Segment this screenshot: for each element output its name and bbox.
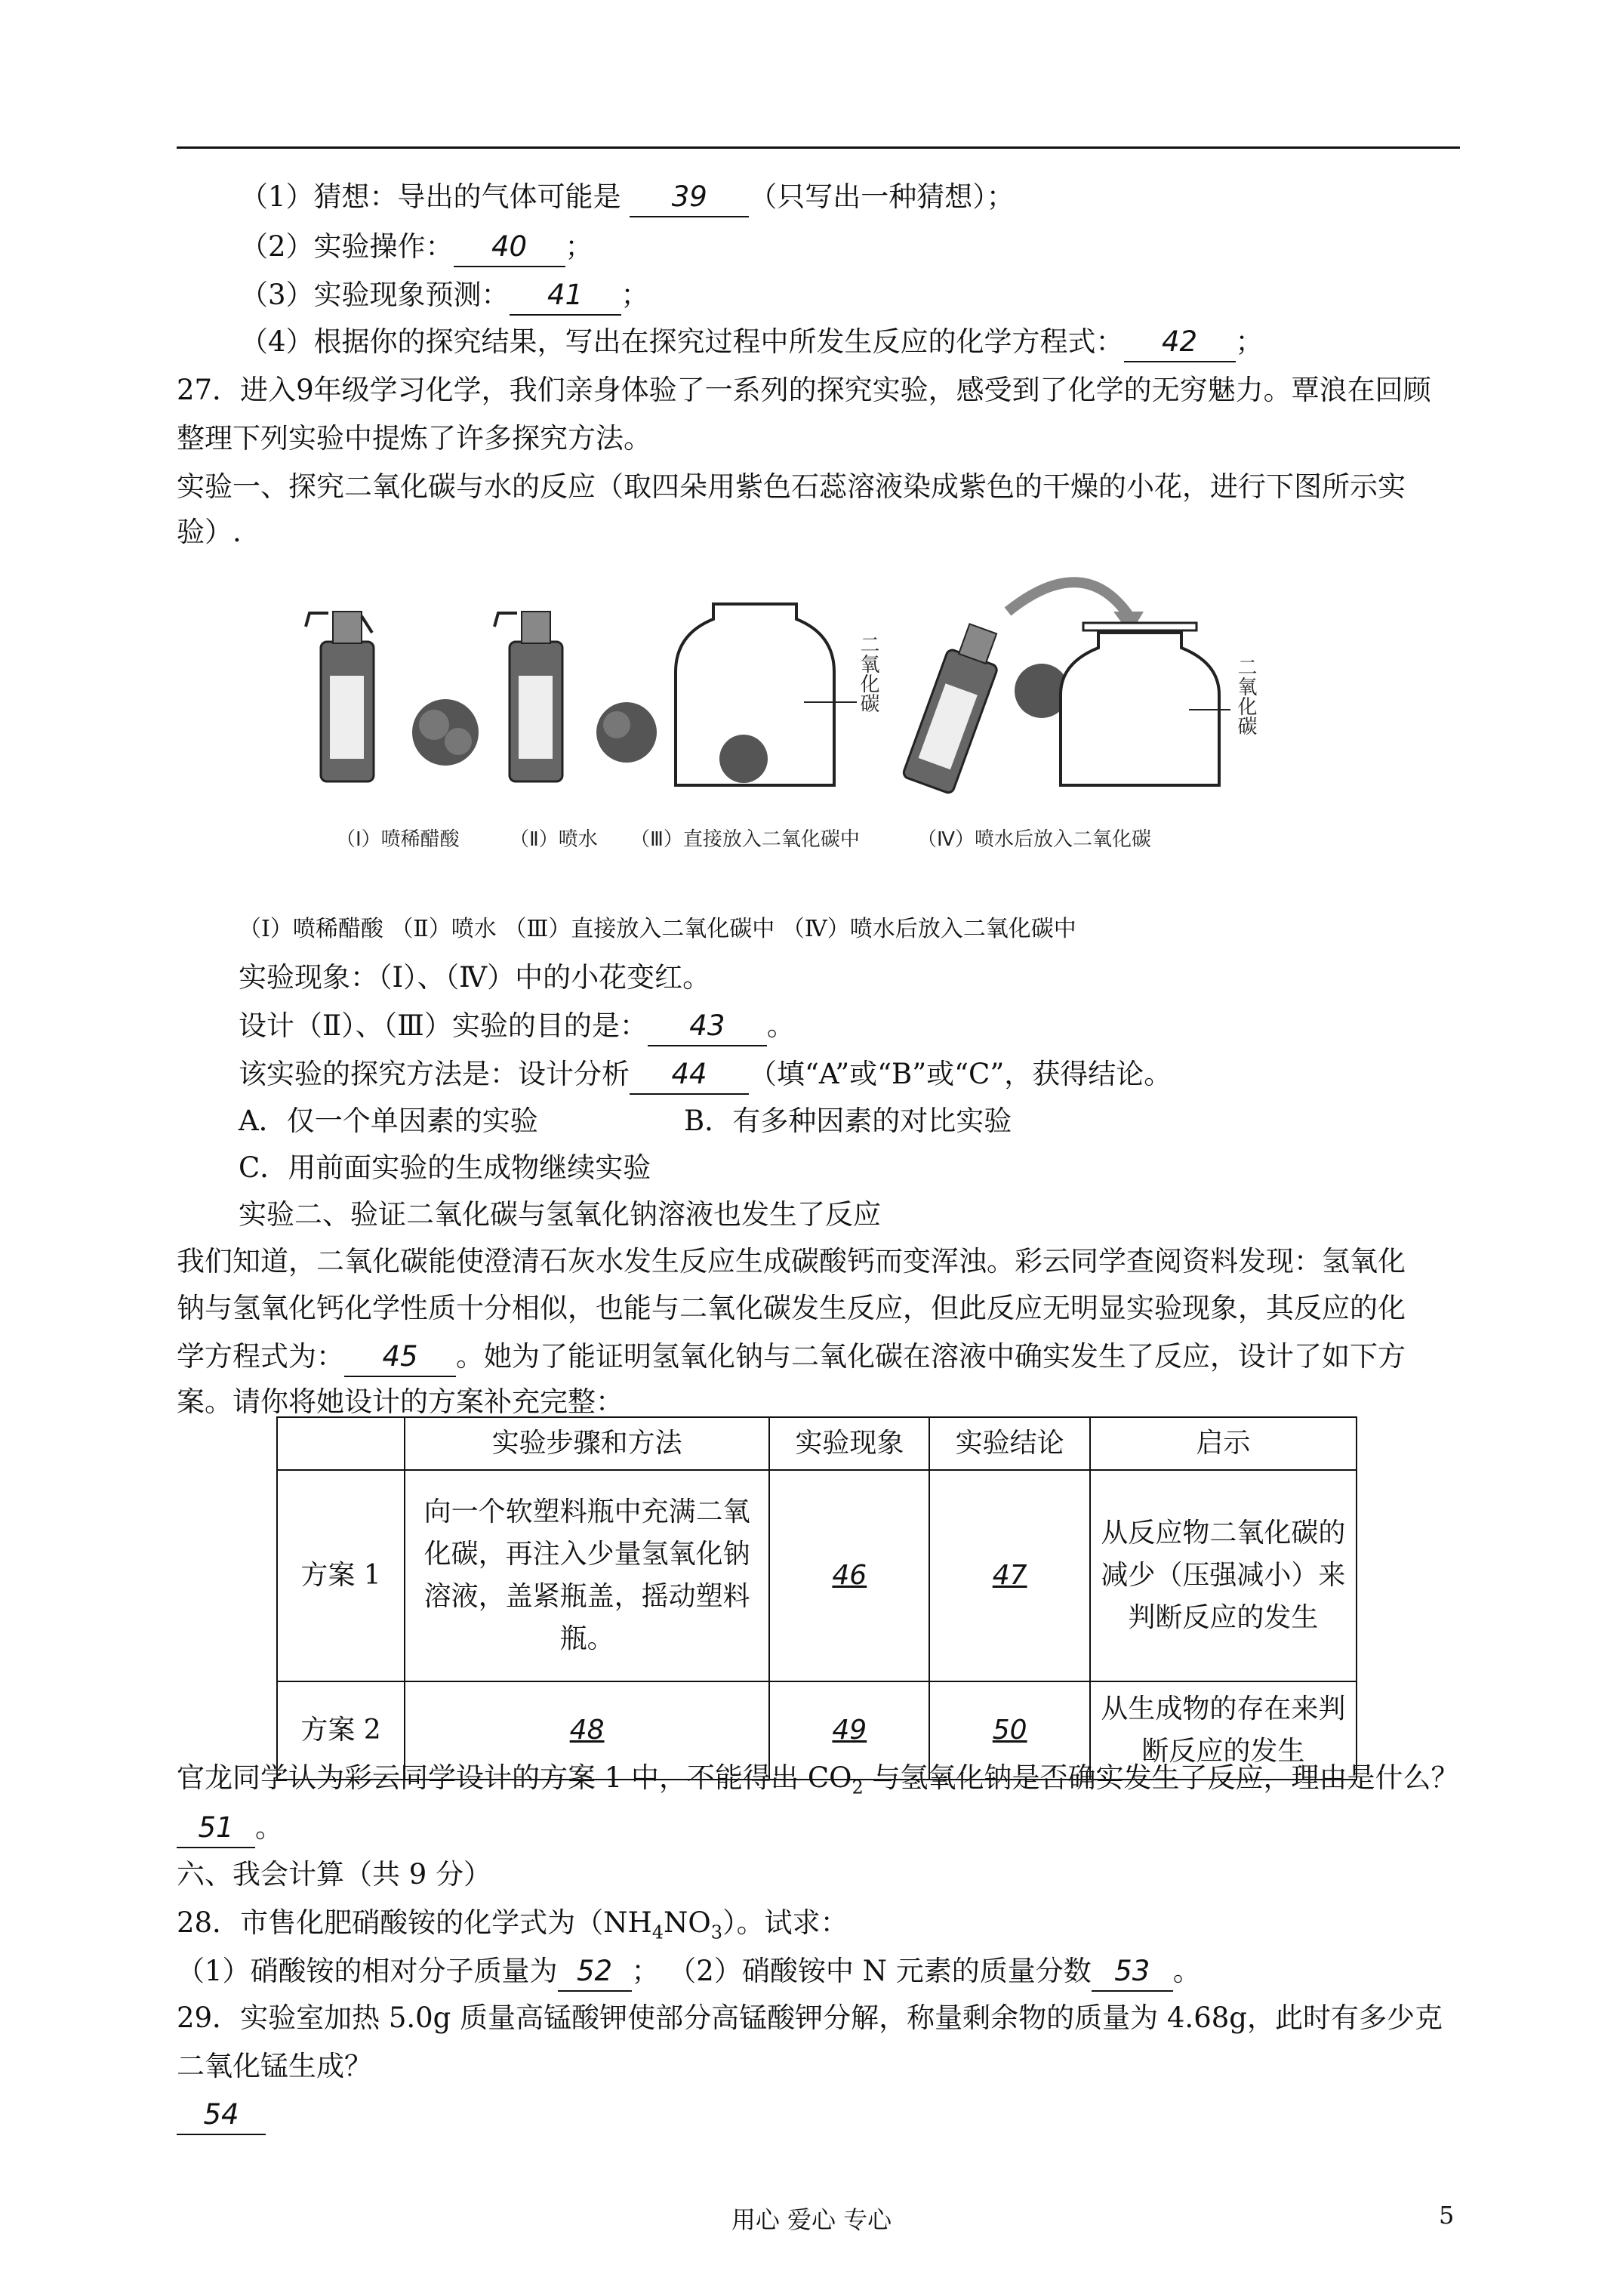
blank-50[interactable]: 50 [929,1681,1089,1780]
table-header: 实验现象 [769,1417,929,1470]
blank-45[interactable]: 45 [344,1338,456,1377]
blank-47[interactable]: 47 [929,1470,1089,1681]
spray-bottle-1-icon [306,612,374,781]
q29-line-1: 29．实验室加热 5.0g 质量高锰酸钾使部分高锰酸钾分解，称量剩余物的质量为 4.68g，此时有多少克 [177,2002,1443,2034]
exp1-method: 该实验的探究方法是：设计分析 44 （填“A”或“B”或“C”，获得结论。 [239,1056,1172,1095]
q27-intro-line-2: 整理下列实验中提炼了许多探究方法。 [177,422,651,455]
blank-51[interactable]: 51 [177,1809,255,1848]
co2-label-2: 二氧化碳 [1234,657,1257,735]
co2-jar-1-icon [676,604,879,785]
fig-label-iv: （Ⅳ）喷水后放入二氧化碳 [917,828,1151,851]
blank-43[interactable]: 43 [648,1007,767,1046]
table-header: 实验步骤和方法 [405,1417,769,1470]
option-a: A．仅一个单因素的实验 [239,1105,538,1137]
hint-cell: 从反应物二氧化碳的减少（压强减小）来判断反应的发生 [1090,1470,1357,1681]
header-rule [177,146,1460,149]
steps-cell: 向一个软塑料瓶中充满二氧化碳，再注入少量氢氧化钠溶液，盖紧瓶盖，摇动塑料瓶。 [405,1470,769,1681]
blank-44[interactable]: 44 [630,1056,749,1095]
blank-53[interactable]: 53 [1092,1952,1173,1992]
exp1-purpose: 设计（Ⅱ）、（Ⅲ）实验的目的是： 43 。 [239,1007,795,1046]
q26-item-3: （3）实验现象预测： 41 ； [240,276,649,316]
q27-question: 官龙同学认为彩云同学设计的方案 1 中，不能得出 $CO_2$ 与氢氧化钠是否确实发生了反应，理由是什么？ [177,1761,1459,1798]
q29-line-2: 二氧化锰生成？ [177,2050,372,2082]
q28-parts: （1）硝酸铵的相对分子质量为 52 ； （2）硝酸铵中 N 元素的质量分数 53 。 [177,1952,1201,1992]
blank-49[interactable]: 49 [769,1681,929,1780]
exp2-paragraph-2: 钠与氢氧化钙化学性质十分相似，也能与二氧化碳发生反应，但此反应无明显实验现象，其反应的化 [177,1292,1406,1324]
hint-cell: 从生成物的存在来判断反应的发生 [1090,1681,1357,1780]
option-b: B．有多种因素的对比实验 [684,1105,1012,1137]
row-label: 方案 1 [277,1470,405,1681]
q26-item-2: （2）实验操作： 40 ； [240,228,593,267]
table-header: 实验结论 [929,1417,1089,1470]
exp1-line-1: 实验一、探究二氧化碳与水的反应（取四朵用紫色石蕊溶液染成紫色的干燥的小花，进行下图所示实 [177,470,1406,503]
q26-item-1: （1）猜想：导出的气体可能是 39 （只写出一种猜想）； [240,178,1015,217]
blank-48[interactable]: 48 [405,1681,769,1780]
table-header [277,1417,405,1470]
exp1-phenomenon: 实验现象：（Ⅰ）、（Ⅳ）中的小花变红。 [239,961,711,994]
q27-intro-line-1: 27．进入9年级学习化学，我们亲身体验了一系列的探究实验，感受到了化学的无穷魅力。覃浪在回顾 [177,374,1431,406]
q26-item-4: （4）根据你的探究结果，写出在探究过程中所发生反应的化学方程式： 42 ； [240,323,1264,362]
option-c: C．用前面实验的生成物继续实验 [239,1151,651,1184]
row-label: 方案 2 [277,1681,405,1780]
q29-answer [177,2096,266,2135]
blank-42[interactable]: 42 [1124,323,1236,362]
page-number: 5 [1439,2201,1455,2230]
arrow-icon [1008,582,1129,615]
spray-bottle-3-icon [902,620,1009,794]
exp1-line-2: 验）. [177,516,242,548]
fig-label-iii: （Ⅲ）直接放入二氧化碳中 [630,828,860,851]
exp2-paragraph-1: 我们知道，二氧化碳能使澄清石灰水发生反应生成碳酸钙而变浑浊。彩云同学查阅资料发现：氢氧化 [177,1245,1406,1277]
table-header-row [277,1417,1357,1470]
plan-table [276,1416,1357,1780]
q28-stem: 28．市售化肥硝酸铵的化学式为$(NH_4NO_3)$。试求： [177,1906,848,1943]
co2-jar-2-icon [1061,623,1257,785]
experiment-figure [283,544,1257,868]
spray-bottle-2-icon [494,612,562,781]
exp2-paragraph-4: 案。请你将她设计的方案补充完整： [177,1385,624,1418]
table-header: 启示 [1090,1417,1357,1470]
q27-answer: 51 。 [177,1809,283,1848]
blank-52[interactable]: 52 [558,1952,632,1992]
table-row [277,1470,1357,1681]
footer-motto: 用心 爱心 专心 [731,2205,892,2234]
section-6-heading: 六、我会计算（共 9 分） [177,1858,492,1891]
flower-2-icon [596,702,657,763]
blank-40[interactable]: 40 [454,228,565,267]
blank-46[interactable]: 46 [769,1470,929,1681]
exp2-title: 实验二、验证二氧化碳与氢氧化钠溶液也发生了反应 [239,1198,881,1231]
blank-41[interactable]: 41 [510,276,621,316]
figure-caption: （Ⅰ）喷稀醋酸 （Ⅱ）喷水 （Ⅲ）直接放入二氧化碳中 （Ⅳ）喷水后放入二氧化碳中 [239,916,1076,942]
fig-label-i: （Ⅰ）喷稀醋酸 [336,828,460,851]
co2-label-1: 二氧化碳 [857,634,879,713]
blank-54[interactable]: 54 [177,2096,266,2135]
flower-1-icon [412,699,479,766]
fig-label-ii: （Ⅱ）喷水 [510,828,598,851]
blank-39[interactable]: 39 [630,178,749,217]
exp2-paragraph-3: 学方程式为： 45 。她为了能证明氢氧化钠与二氧化碳在溶液中确实发生了反应，设计了如下方 [177,1338,1406,1377]
